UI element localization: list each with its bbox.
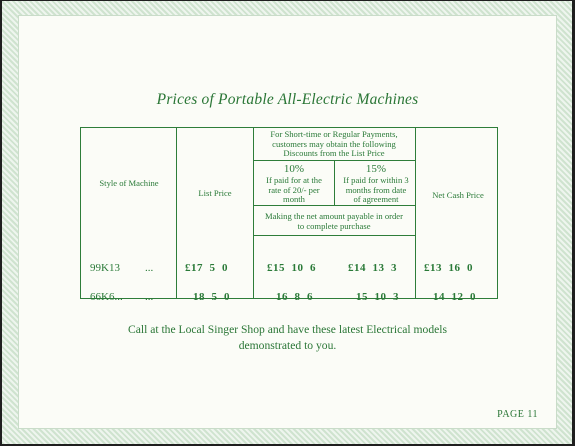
row-10-percent-price: 16 8 6 [276, 291, 313, 303]
table-divider [253, 235, 415, 236]
row-10-percent-price: £15 10 6 [267, 262, 316, 274]
price-table [80, 127, 498, 303]
header-net-cash-price: Net Cash Price [432, 190, 484, 200]
table-divider [176, 128, 177, 298]
row-dots: ... [145, 262, 154, 274]
table-divider [253, 128, 254, 298]
footer-text: Call at the Local Singer Shop and have these latest Electrical models demonstrated to you. [127, 323, 448, 352]
row-15-percent-price: £14 13 3 [348, 262, 397, 274]
table-divider [253, 205, 415, 206]
footer-note [19, 322, 556, 354]
discount-10-percent: 10% [283, 163, 305, 175]
page-title: Prices of Portable All-Electric Machines [156, 91, 419, 108]
discount-10-text: If paid for at the rate of 20/- per month [266, 175, 322, 205]
discount-15-text: If paid for within 3 months from date of agreement [343, 175, 409, 205]
row-list-price: 18 5 0 [193, 291, 230, 303]
header-list-price: List Price [198, 188, 232, 198]
header-terms: For Short-time or Regular Payments, customers may obtain the following Discounts from the List Price [270, 129, 398, 159]
header-style: Style of Machine [99, 178, 159, 188]
discount-15-percent: 15% [365, 163, 387, 175]
row-15-percent-price: 15 10 3 [356, 291, 399, 303]
row-net-cash-price: 14 12 0 [433, 291, 476, 303]
row-style: 66K6... [90, 291, 123, 303]
table-divider [415, 128, 416, 298]
row-net-cash-price: £13 16 0 [424, 262, 473, 274]
row-list-price: £17 5 0 [185, 262, 228, 274]
table-divider [334, 160, 335, 205]
document-page [19, 16, 556, 428]
page-number: PAGE 11 [497, 409, 538, 420]
row-dots: ... [145, 291, 154, 303]
row-style: 99K13 [90, 262, 120, 274]
header-net-note: Making the net amount payable in order to complete purchase [265, 211, 403, 231]
